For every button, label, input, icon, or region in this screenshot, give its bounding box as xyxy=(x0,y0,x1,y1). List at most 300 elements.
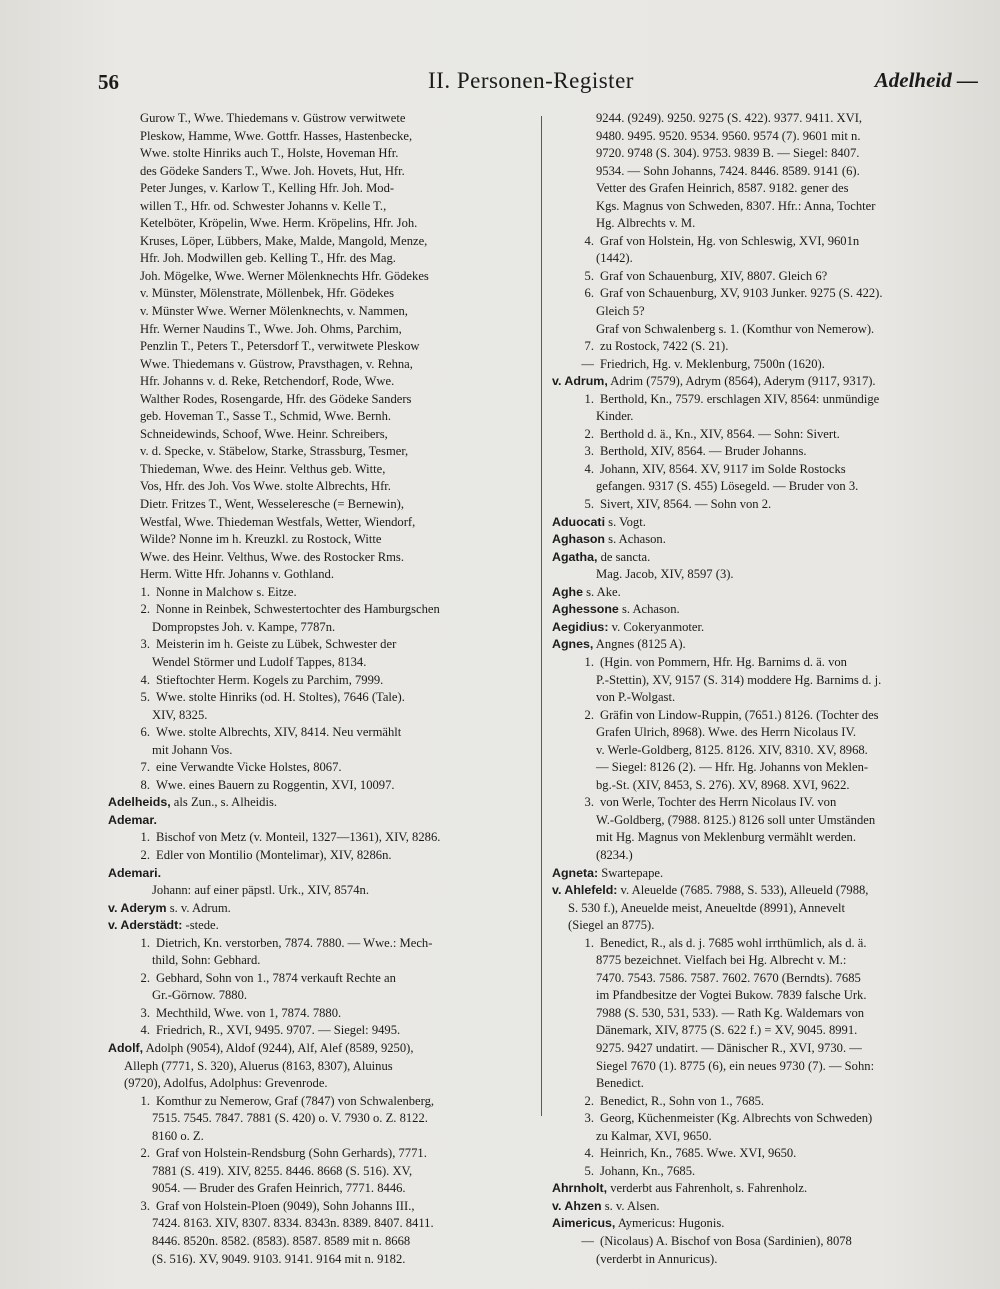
line-text: Johann, Kn., 7685. xyxy=(600,1163,696,1178)
line-text: Dietr. Fritzes T., Went, Wesseleresche (= Bernewin), xyxy=(140,497,404,512)
item-number: 6. xyxy=(584,286,594,301)
register-line xyxy=(108,1110,530,1128)
line-text: s. v. Adrum. xyxy=(166,900,231,915)
register-line xyxy=(552,321,976,339)
line-text: Wwe. eines Bauern zu Roggentin, XVI, 10097. xyxy=(156,777,395,792)
register-line xyxy=(552,180,976,198)
headword: Aghessone xyxy=(552,602,619,617)
line-text: eine Verwandte Vicke Holstes, 8067. xyxy=(156,760,342,775)
register-line xyxy=(552,338,976,356)
line-text: (Nicolaus) A. Bischof von Bosa (Sardinien), 8078 xyxy=(600,1234,852,1248)
register-line xyxy=(552,654,976,672)
headword: v. Ahlefeld: xyxy=(552,883,618,898)
register-line xyxy=(108,285,530,303)
item-number: 1. xyxy=(584,935,594,950)
register-line xyxy=(552,303,976,321)
register-line xyxy=(108,303,530,321)
register-line xyxy=(552,128,976,146)
register-line xyxy=(108,373,530,391)
line-text: Swartepape. xyxy=(598,865,664,880)
running-head: Adelheid — xyxy=(874,68,978,92)
register-line xyxy=(108,1251,530,1269)
line-text: Westfal, Wwe. Thiedeman Westfals, Wetter, Wiendorf, xyxy=(140,514,416,529)
line-text: 9480. 9495. 9520. 9534. 9560. 9574 (7). 9601 mit n. xyxy=(596,128,861,143)
register-line xyxy=(552,952,976,970)
line-text: Sivert, XIV, 8564. — Sohn von 2. xyxy=(600,497,772,512)
headword: Agatha, xyxy=(552,549,598,564)
line-text: 9534. — Sohn Johanns, 7424. 8446. 8589. 9141 (6). xyxy=(596,163,860,178)
line-text: verderbt aus Fahrenholt, s. Fahrenholz. xyxy=(607,1181,808,1196)
register-line xyxy=(108,426,530,444)
line-text: s. Ake. xyxy=(582,584,621,599)
line-text: 9054. — Bruder des Grafen Heinrich, 7771. 8446. xyxy=(152,1181,406,1196)
line-text: -stede. xyxy=(182,918,219,933)
register-line xyxy=(108,935,530,953)
item-number: 5. xyxy=(140,690,150,705)
line-text: geb. Hoveman T., Sasse T., Schmid, Wwe. Bernh. xyxy=(140,409,392,424)
item-number: 2. xyxy=(584,426,594,441)
line-text: Dompropstes Joh. v. Kampe, 7787n. xyxy=(152,619,336,634)
line-text: v. d. Specke, v. Stäbelow, Starke, Strassburg, Tesmer, xyxy=(140,444,409,459)
headword: Adolf, xyxy=(108,1040,144,1055)
item-number: 6. xyxy=(140,725,150,740)
register-line xyxy=(108,478,530,496)
line-text: Wwe. stolte Albrechts, XIV, 8414. Neu vermählt xyxy=(156,725,402,740)
register-line xyxy=(552,1005,976,1023)
register-line xyxy=(552,1075,976,1093)
register-line xyxy=(552,566,976,584)
line-text: de sancta. xyxy=(597,549,651,564)
line-text: 8446. 8520n. 8582. (8583). 8587. 8589 mit n. 8668 xyxy=(152,1234,411,1248)
register-line xyxy=(108,268,530,286)
register-line xyxy=(108,1005,530,1023)
register-line xyxy=(108,689,530,707)
line-text: Meisterin im h. Geiste zu Lübek, Schwester der xyxy=(156,637,397,652)
line-text: Dänemark, XIV, 8775 (S. 622 f.) = XV, 9045. 8991. xyxy=(596,1023,858,1038)
line-text: 8775 bezeichnet. Vielfach bei Hg. Albrecht v. M.: xyxy=(596,953,847,968)
register-line xyxy=(552,496,976,514)
line-text: v. Aleuelde (7685. 7988, S. 533), Alleueld (7988, xyxy=(617,883,869,898)
item-number: 1. xyxy=(584,654,594,669)
register-line xyxy=(552,478,976,496)
register-line xyxy=(552,1040,976,1058)
register-line xyxy=(108,1022,530,1040)
line-text: Kgs. Magnus von Schweden, 8307. Hfr.: Anna, Tochter xyxy=(596,198,876,213)
register-line xyxy=(108,672,530,690)
line-text: Gleich 5? xyxy=(596,304,645,319)
register-line xyxy=(108,636,530,654)
register-line xyxy=(552,777,976,795)
register-line xyxy=(108,1233,530,1251)
item-number: 1. xyxy=(140,830,150,845)
line-text: Georg, Küchenmeister (Kg. Albrechts von Schweden) xyxy=(600,1111,873,1126)
headword: v. Adrum, xyxy=(552,374,608,389)
register-line xyxy=(552,724,976,742)
line-text: bg.-St. (XIV, 8453, S. 276). XV, 8968. XVI, 9622. xyxy=(596,777,850,792)
line-text: s. Achason. xyxy=(605,532,666,547)
line-text: Herm. Witte Hfr. Johanns v. Gothland. xyxy=(140,567,334,582)
register-line xyxy=(552,514,976,532)
line-text: Wwe. Thiedemans v. Güstrow, Pravsthagen, v. Rehna, xyxy=(140,356,413,371)
line-text: Gebhard, Sohn von 1., 7874 verkauft Rechte an xyxy=(156,970,396,985)
item-number: 3. xyxy=(140,1198,150,1213)
line-text: Graf von Holstein-Rendsburg (Sohn Gerhards), 7771. xyxy=(156,1146,427,1161)
line-text: 7988 (S. 530, 531, 533). — Rath Kg. Waldemars von xyxy=(596,1005,865,1020)
register-line xyxy=(108,847,530,865)
register-line xyxy=(108,461,530,479)
register-line xyxy=(552,935,976,953)
headword: Aegidius: xyxy=(552,619,609,634)
line-text: Dietrich, Kn. verstorben, 7874. 7880. — Wwe.: Mech- xyxy=(156,935,433,950)
register-line xyxy=(552,707,976,725)
register-line xyxy=(552,356,976,374)
register-line xyxy=(108,829,530,847)
register-line xyxy=(552,1163,976,1181)
line-text: Aymericus: Hugonis. xyxy=(615,1216,725,1231)
register-line xyxy=(108,250,530,268)
register-line xyxy=(552,970,976,988)
item-number: 2. xyxy=(140,847,150,862)
line-text: v. Münster, Mölenstrate, Möllenbek, Hfr. Gödekes xyxy=(140,286,395,301)
line-text: Schneidewinds, Schoof, Wwe. Heinr. Schreibers, xyxy=(140,426,388,441)
line-text: P.-Stettin), XV, 9157 (S. 314) moddere Hg. Barnims d. j. xyxy=(596,672,882,687)
register-line xyxy=(108,654,530,672)
item-number: 3. xyxy=(584,795,594,810)
line-text: Wendel Störmer und Ludolf Tappes, 8134. xyxy=(152,654,367,669)
register-line xyxy=(552,672,976,690)
item-number: 1. xyxy=(140,584,150,599)
headword: v. Ahzen xyxy=(552,1198,602,1213)
item-number: 5. xyxy=(584,497,594,512)
line-text: Kruses, Löper, Lübbers, Make, Malde, Mangold, Menze, xyxy=(140,233,428,248)
headword: Aghason xyxy=(552,532,606,547)
item-number: 7. xyxy=(140,760,150,775)
line-text: Vos, Hfr. des Joh. Vos Wwe. stolte Albrechts, Hfr. xyxy=(140,479,391,494)
register-line xyxy=(108,531,530,549)
item-number: 2. xyxy=(140,970,150,985)
line-text: zu Rostock, 7422 (S. 21). xyxy=(600,339,729,354)
line-text: Stieftochter Herm. Kogels zu Parchim, 7999. xyxy=(156,672,384,687)
item-number: 1. xyxy=(584,391,594,406)
line-text: Graf von Schauenburg, XIV, 8807. Gleich 6? xyxy=(600,268,828,283)
register-line xyxy=(552,268,976,286)
register-line xyxy=(552,987,976,1005)
line-text: Wilde? Nonne im h. Kreuzkl. zu Rostock, Witte xyxy=(140,532,382,547)
page-header xyxy=(98,66,978,102)
register-line xyxy=(108,1128,530,1146)
register-line xyxy=(552,1233,976,1251)
item-number: 4. xyxy=(584,461,594,476)
register-line xyxy=(552,1128,976,1146)
register-line xyxy=(108,882,530,900)
register-line xyxy=(108,408,530,426)
line-text: 9720. 9748 (S. 304). 9753. 9839 B. — Siegel: 8407. xyxy=(596,146,860,161)
register-line xyxy=(552,759,976,777)
line-text: Graf von Schauenburg, XV, 9103 Junker. 9275 (S. 422). xyxy=(600,286,883,301)
register-line xyxy=(108,549,530,567)
register-line xyxy=(108,619,530,637)
line-text: als Zun., s. Alheidis. xyxy=(170,795,278,810)
item-number: 7. xyxy=(584,339,594,354)
register-line xyxy=(552,1110,976,1128)
register-line xyxy=(108,777,530,795)
register-line xyxy=(552,584,976,602)
line-text: mit Johann Vos. xyxy=(152,742,233,757)
headword: Ademar. xyxy=(108,812,157,827)
item-number: 2. xyxy=(140,1146,150,1161)
line-text: Thiedeman, Wwe. des Heinr. Velthus geb. Witte, xyxy=(140,461,386,476)
register-line xyxy=(108,1198,530,1216)
line-text: 8160 o. Z. xyxy=(152,1128,204,1143)
headword: Aimericus, xyxy=(552,1216,616,1231)
register-line xyxy=(108,987,530,1005)
register-line xyxy=(552,250,976,268)
line-text: Berthold, XIV, 8564. — Bruder Johanns. xyxy=(600,444,807,459)
register-line xyxy=(108,215,530,233)
line-text: zu Kalmar, XVI, 9650. xyxy=(596,1128,712,1143)
register-line xyxy=(108,794,530,812)
line-text: im Pfandbesitze der Vogtei Bukow. 7839 falsche Urk. xyxy=(596,988,867,1003)
register-line xyxy=(552,163,976,181)
item-number: 4. xyxy=(140,1023,150,1038)
line-text: v. Münster Wwe. Werner Mölenknechts, v. Nammen, xyxy=(140,304,408,319)
register-line xyxy=(552,689,976,707)
line-text: Adolph (9054), Aldof (9244), Alf, Alef (8589, 9250), xyxy=(143,1040,414,1055)
line-text: Hg. Albrechts v. M. xyxy=(596,216,696,231)
line-text: Alleph (7771, S. 320), Aluerus (8163, 8307), Aluinus xyxy=(124,1058,393,1073)
line-text: (Hgin. von Pommern, Hfr. Hg. Barnims d. ä. von xyxy=(600,654,847,669)
line-text: (verderbt in Annuricus). xyxy=(596,1251,718,1266)
headword: Ahrnholt, xyxy=(552,1181,608,1196)
register-line xyxy=(552,900,976,918)
register-line xyxy=(108,1180,530,1198)
line-text: Grafen Ulrich, 8968). Wwe. des Herrn Nicolaus IV. xyxy=(596,725,857,740)
page-number: 56 xyxy=(98,70,119,94)
item-number: 2. xyxy=(584,707,594,722)
register-line xyxy=(108,759,530,777)
register-line xyxy=(552,812,976,830)
line-text: gefangen. 9317 (S. 455) Lösegeld. — Bruder von 3. xyxy=(596,479,859,494)
register-line xyxy=(108,584,530,602)
register-line xyxy=(108,514,530,532)
line-text: Ketelböter, Kröpelin, Wwe. Herm. Kröpelins, Hfr. Joh. xyxy=(140,216,418,231)
register-line xyxy=(552,145,976,163)
line-text: Siegel 7670 (1). 8775 (6), ein neues 9730 (7). — Sohn: xyxy=(596,1058,875,1073)
register-line xyxy=(108,1075,530,1093)
register-line xyxy=(552,443,976,461)
register-line xyxy=(552,917,976,935)
item-number: 3. xyxy=(140,1005,150,1020)
left-column xyxy=(108,110,530,1268)
register-line xyxy=(552,110,976,128)
line-text: — Siegel: 8126 (2). — Hfr. Hg. Johanns von Meklen- xyxy=(596,760,869,775)
register-line xyxy=(552,865,976,883)
line-text: Angnes (8125 A). xyxy=(593,637,686,652)
register-line xyxy=(108,601,530,619)
line-text: Graf von Holstein, Hg. von Schleswig, XVI, 9601n xyxy=(600,233,860,248)
right-column xyxy=(552,110,976,1268)
item-number: 8. xyxy=(140,777,150,792)
headword: v. Aderym xyxy=(108,900,167,915)
register-line xyxy=(108,742,530,760)
item-number: 2. xyxy=(140,602,150,617)
headword: Aghe xyxy=(552,584,583,599)
register-line xyxy=(552,426,976,444)
register-line xyxy=(108,338,530,356)
line-text: v. Werle-Goldberg, 8125. 8126. XIV, 8310. XV, 8968. xyxy=(596,742,868,757)
register-line xyxy=(552,1145,976,1163)
register-line xyxy=(552,391,976,409)
register-line xyxy=(552,461,976,479)
register-line xyxy=(108,566,530,584)
register-line xyxy=(552,198,976,216)
line-text: XIV, 8325. xyxy=(152,707,208,722)
register-line xyxy=(108,128,530,146)
register-line xyxy=(108,1040,530,1058)
register-line xyxy=(108,900,530,918)
item-number: 5. xyxy=(584,268,594,283)
register-line xyxy=(552,285,976,303)
register-line xyxy=(108,443,530,461)
item-number: — xyxy=(581,356,594,371)
register-line xyxy=(552,408,976,426)
line-text: Hfr. Werner Naudins T., Wwe. Joh. Ohms, Parchim, xyxy=(140,321,402,336)
line-text: Wwe. stolte Hinriks (od. H. Stoltes), 7646 (Tale). xyxy=(156,690,405,705)
line-text: s. v. Alsen. xyxy=(601,1198,660,1213)
register-line xyxy=(552,1058,976,1076)
register-line xyxy=(552,619,976,637)
line-text: S. 530 f.), Aneuelde meist, Aneueltde (8991), Annevelt xyxy=(568,900,846,915)
register-line xyxy=(108,812,530,830)
line-text: Benedict, R., Sohn von 1., 7685. xyxy=(600,1093,765,1108)
line-text: Pleskow, Hamme, Wwe. Gottfr. Hasses, Hastenbecke, xyxy=(140,128,413,143)
line-text: Adrim (7579), Adrym (8564), Aderym (9117, 9317). xyxy=(607,374,876,389)
line-text: willen T., Hfr. od. Schwester Johanns v. Kelle T., xyxy=(140,198,387,213)
register-line xyxy=(552,601,976,619)
register-line xyxy=(108,391,530,409)
line-text: s. Vogt. xyxy=(605,514,646,529)
register-line xyxy=(552,882,976,900)
line-text: Benedict. xyxy=(596,1076,644,1091)
register-line xyxy=(552,847,976,865)
register-line xyxy=(552,1022,976,1040)
line-text: (Siegel an 8775). xyxy=(568,918,655,933)
register-line xyxy=(552,794,976,812)
line-text: mit Hg. Magnus von Meklenburg vermählt werden. xyxy=(596,830,856,845)
line-text: (S. 516). XV, 9049. 9103. 9141. 9164 mit n. 9182. xyxy=(152,1251,406,1266)
column-divider xyxy=(541,116,542,1116)
register-line xyxy=(552,742,976,760)
register-line xyxy=(108,1093,530,1111)
register-line xyxy=(552,233,976,251)
line-text: Mechthild, Wwe. von 1, 7874. 7880. xyxy=(156,1005,342,1020)
line-text: Peter Junges, v. Karlow T., Kelling Hfr. Joh. Mod- xyxy=(140,181,395,196)
line-text: 7881 (S. 419). XIV, 8255. 8446. 8668 (S. 516). XV, xyxy=(152,1163,413,1178)
line-text: Gräfin von Lindow-Ruppin, (7651.) 8126. (Tochter des xyxy=(600,707,879,722)
line-text: 9275. 9427 undatirt. — Dänischer R., XVI, 9730. — xyxy=(596,1040,862,1055)
headword: Agnes, xyxy=(552,637,594,652)
register-line xyxy=(108,1163,530,1181)
register-line xyxy=(108,952,530,970)
line-text: Mag. Jacob, XIV, 8597 (3). xyxy=(596,567,734,582)
register-line xyxy=(108,180,530,198)
line-text: s. Achason. xyxy=(618,602,680,617)
line-text: von Werle, Tochter des Herrn Nicolaus IV. von xyxy=(600,795,837,810)
headword: v. Aderstädt: xyxy=(108,918,183,933)
item-number: — xyxy=(581,1234,594,1248)
line-text: (9720), Adolfus, Adolphus: Grevenrode. xyxy=(124,1076,328,1091)
line-text: v. Cokeryanmoter. xyxy=(608,619,705,634)
item-number: 3. xyxy=(584,444,594,459)
line-text: (8234.) xyxy=(596,847,633,862)
line-text: 7515. 7545. 7847. 7881 (S. 420) o. V. 7930 o. Z. 8122. xyxy=(152,1111,428,1126)
headword: Ademari. xyxy=(108,865,162,880)
line-text: Graf von Holstein-Ploen (9049), Sohn Johanns III., xyxy=(156,1198,415,1213)
line-text: Hfr. Joh. Modwillen geb. Kelling T., Hfr. des Mag. xyxy=(140,251,396,266)
register-line xyxy=(108,1058,530,1076)
register-line xyxy=(108,321,530,339)
line-text: Gurow T., Wwe. Thiedemans v. Güstrow verwitwete xyxy=(140,111,406,125)
line-text: (1442). xyxy=(596,251,633,266)
register-line xyxy=(552,1251,976,1269)
register-line xyxy=(552,1180,976,1198)
headword: Adelheids, xyxy=(108,795,171,810)
register-line xyxy=(108,724,530,742)
line-text: Berthold d. ä., Kn., XIV, 8564. — Sohn: Sivert. xyxy=(600,426,840,441)
register-line xyxy=(108,233,530,251)
line-text: des Gödeke Sanders T., Wwe. Joh. Hovets, Hut, Hfr. xyxy=(140,163,405,178)
register-line xyxy=(108,163,530,181)
line-text: Benedict, R., als d. j. 7685 wohl irrthümlich, als d. ä. xyxy=(600,935,867,950)
section-title: II. Personen-Register xyxy=(428,68,634,93)
line-text: von P.-Wolgast. xyxy=(596,690,676,705)
line-text: Nonne in Malchow s. Eitze. xyxy=(156,584,297,599)
register-line xyxy=(552,1215,976,1233)
item-number: 1. xyxy=(140,935,150,950)
line-text: Johann: auf einer päpstl. Urk., XIV, 8574n. xyxy=(152,883,369,898)
line-text: W.-Goldberg, (7988. 8125.) 8126 soll unter Umständen xyxy=(596,812,876,827)
line-text: 7424. 8163. XIV, 8307. 8334. 8343n. 8389. 8407. 8411. xyxy=(152,1216,434,1231)
line-text: thild, Sohn: Gebhard. xyxy=(152,953,261,968)
headword: Agneta: xyxy=(552,865,599,880)
line-text: 9244. (9249). 9250. 9275 (S. 422). 9377. 9411. XVI, xyxy=(596,111,863,125)
register-line xyxy=(552,373,976,391)
item-number: 4. xyxy=(140,672,150,687)
headword: Aduocati xyxy=(552,514,606,529)
line-text: Heinrich, Kn., 7685. Wwe. XVI, 9650. xyxy=(600,1146,797,1161)
line-text: 7470. 7543. 7586. 7587. 7602. 7670 (Berndts). 7685 xyxy=(596,970,861,985)
item-number: 3. xyxy=(140,637,150,652)
line-text: Friedrich, Hg. v. Meklenburg, 7500n (1620). xyxy=(600,356,825,371)
register-line xyxy=(108,865,530,883)
register-line xyxy=(552,531,976,549)
line-text: Graf von Schwalenberg s. 1. (Komthur von Nemerow). xyxy=(596,321,875,336)
line-text: Komthur zu Nemerow, Graf (7847) von Schwalenberg, xyxy=(156,1093,435,1108)
line-text: Hfr. Johanns v. d. Reke, Retchendorf, Rode, Wwe. xyxy=(140,374,395,389)
line-text: Wwe. des Heinr. Velthus, Wwe. des Rostocker Rms. xyxy=(140,549,404,564)
register-line xyxy=(108,917,530,935)
register-line xyxy=(108,356,530,374)
register-line xyxy=(552,1198,976,1216)
line-text: Kinder. xyxy=(596,409,634,424)
line-text: Joh. Mögelke, Wwe. Werner Mölenknechts Hfr. Gödekes xyxy=(140,268,429,283)
line-text: Walther Rodes, Rosengarde, Hfr. des Gödeke Sanders xyxy=(140,391,412,406)
line-text: Johann, XIV, 8564. XV, 9117 im Solde Rostocks xyxy=(600,461,846,476)
line-text: Friedrich, R., XVI, 9495. 9707. — Siegel: 9495. xyxy=(156,1023,401,1038)
register-line xyxy=(552,636,976,654)
line-text: Bischof von Metz (v. Monteil, 1327—1361), XIV, 8286. xyxy=(156,830,441,845)
register-line xyxy=(108,110,530,128)
